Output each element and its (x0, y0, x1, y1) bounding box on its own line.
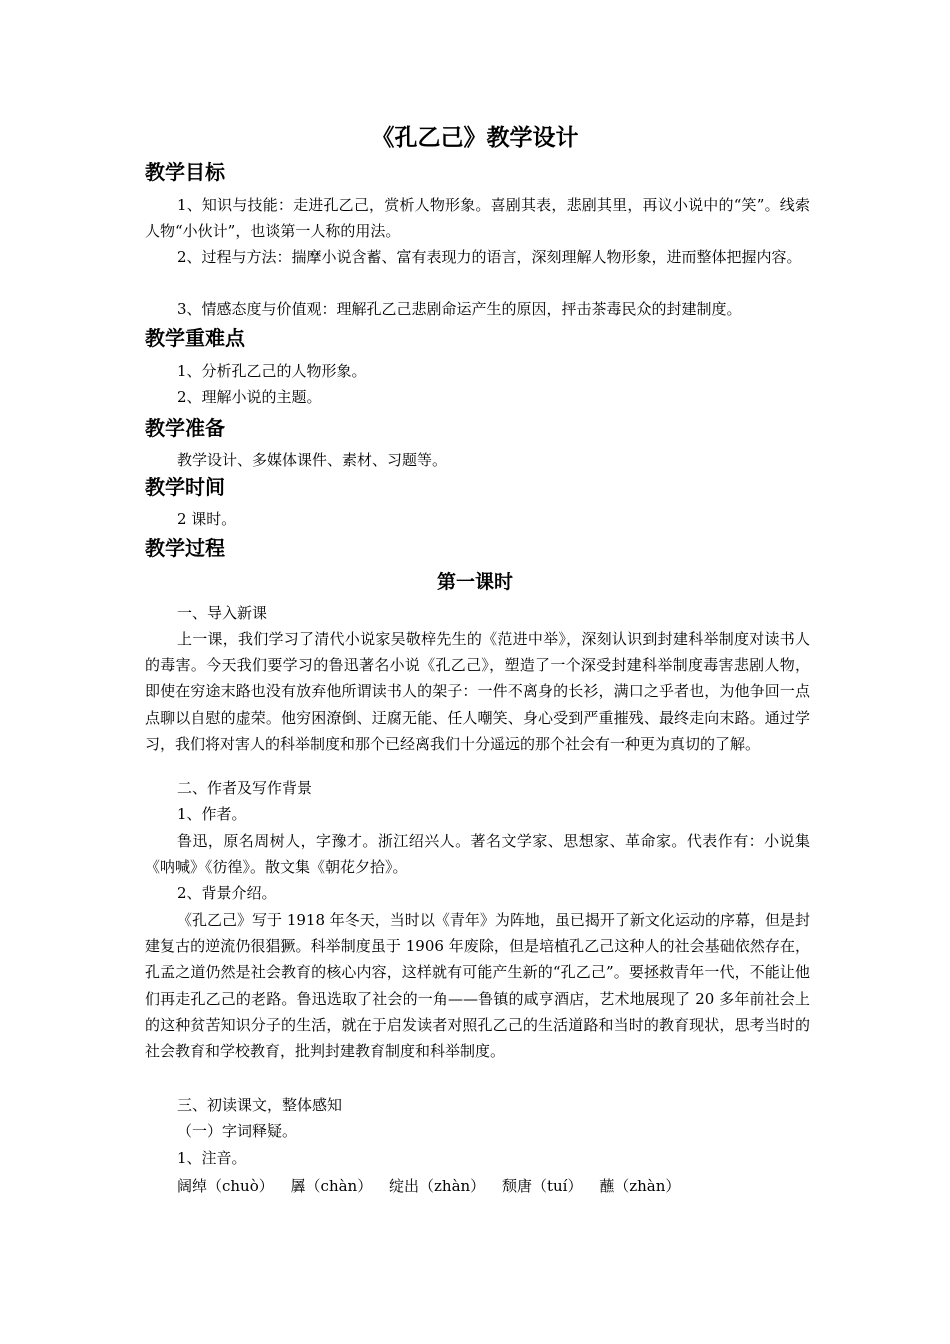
goals-paragraph-2: 2、过程与方法：揣摩小说含蓄、富有表现力的语言，深刻理解人物形象，进而整体把握内容。 (177, 248, 802, 266)
intro-heading: 一、导入新课 (177, 604, 268, 622)
words-heading: （一）字词释疑。 (177, 1122, 298, 1140)
time-paragraph: 2 课时。 (177, 510, 237, 528)
intro-paragraph: 上一课，我们学习了清代小说家吴敬梓先生的《范进中举》，深刻认识到封建科举制度对读书人的毒害。今天我们要学习的鲁迅著名小说《孔乙己》，塑造了一个深受封建科举制度毒害悲剧人物，即使在穷途末路也没有放弃他所谓读书人的架子：一件不离身的长衫，满口之乎者也，为他争回一点点聊以自慰的虚荣。他穷困潦倒、迂腐无能、任人嘲笑、身心受到严重摧残、最终走向末路。通过学习，我们将对害人的科举制度和那个已经离我们十分遥远的那个社会有一种更为真切的了解。 (145, 630, 810, 753)
heading-time: 教学时间 (145, 475, 225, 499)
heading-goals: 教学目标 (145, 160, 225, 184)
pinyin-item: 蘸（zhàn） (599, 1177, 681, 1195)
pinyin-item: 阔绰（chuò） (177, 1177, 274, 1195)
pinyin-item: 颓唐（tuí） (501, 1177, 583, 1195)
pinyin-item: 羼（chàn） (290, 1177, 373, 1195)
goals-paragraph-1: 1、知识与技能：走进孔乙己，赏析人物形象。喜剧其表，悲剧其里，再议小说中的“笑”。线索人物“小伙计”，也谈第一人称的用法。 (145, 196, 810, 241)
key-points-paragraph-2: 2、理解小说的主题。 (177, 388, 322, 406)
heading-key-points: 教学重难点 (145, 326, 245, 350)
heading-process: 教学过程 (145, 536, 225, 560)
pinyin-item: 绽出（zhàn） (389, 1177, 486, 1195)
key-points-paragraph-1: 1、分析孔乙己的人物形象。 (177, 362, 367, 380)
heading-prep: 教学准备 (145, 416, 225, 440)
lesson-one-title: 第一课时 (436, 571, 513, 593)
document-title: 《孔乙己》教学设计 (371, 125, 579, 151)
pinyin-heading: 1、注音。 (177, 1149, 247, 1167)
background-paragraph: 《孔乙己》写于 1918 年冬天，当时以《青年》为阵地，虽已揭开了新文化运动的序幕，但是封建复古的逆流仍很猖獗。科举制度虽于 1906 年废除，但是培植孔乙己这种人的社会基础依然存在，孔孟之道仍然是社会教育的核心内容，这样就有可能产生新的“孔乙己”。要拯救青年一代，不能让他们再走孔乙己的老路。鲁迅选取了社会的一角——鲁镇的咸亨酒店，艺术地展现了 20 多年前社会上的这种贫苦知识分子的生活，就在于启发读者对照孔乙己的生活道路和当时的教育现状，思考当时的社会教育和学校教育，批判封建教育制度和科举制度。 (145, 911, 810, 1061)
reading-heading: 三、初读课文，整体感知 (177, 1096, 343, 1114)
background-subheading: 2、背景介绍。 (177, 884, 277, 902)
author-heading: 二、作者及写作背景 (177, 779, 313, 797)
pinyin-list (177, 1173, 692, 1199)
prep-paragraph: 教学设计、多媒体课件、素材、习题等。 (177, 451, 448, 469)
author-subheading: 1、作者。 (177, 805, 247, 823)
goals-paragraph-3: 3、情感态度与价值观：理解孔乙己悲剧命运产生的原因，抨击茶毒民众的封建制度。 (177, 300, 742, 318)
author-paragraph: 鲁迅，原名周树人，字豫才。浙江绍兴人。著名文学家、思想家、革命家。代表作有：小说集《呐喊》《彷徨》。散文集《朝花夕拾》。 (145, 832, 810, 877)
